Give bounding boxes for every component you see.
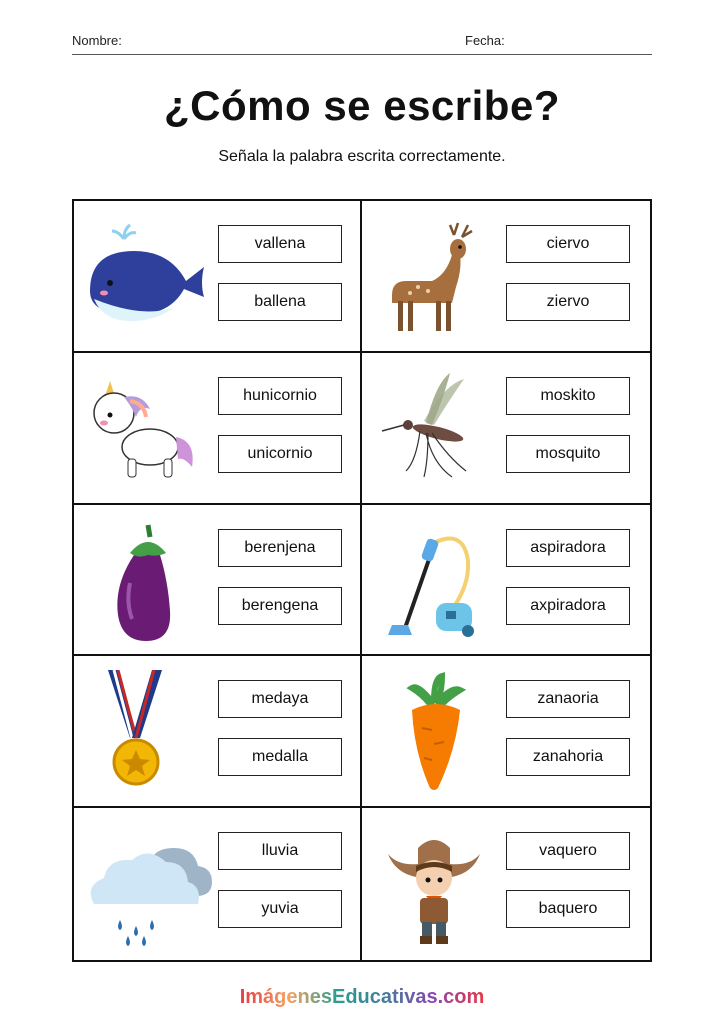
footer-brand[interactable] (0, 986, 724, 1009)
option-zanaoria[interactable]: zanaoria (506, 680, 630, 718)
option-vaquero[interactable]: vaquero (506, 832, 630, 870)
option-hunicornio[interactable]: hunicornio (218, 377, 342, 415)
option-berenjena[interactable]: berenjena (218, 529, 342, 567)
exercise-cell-carrot (362, 656, 650, 808)
name-label: Nombre: (72, 33, 122, 48)
header-divider (72, 54, 652, 55)
exercise-cell-mosquito (362, 353, 650, 505)
exercise-grid (72, 199, 652, 962)
footer-brand-text: ImágenesEducativas.com (239, 986, 485, 1008)
page-title: ¿Cómo se escribe? (164, 82, 560, 129)
option-yuvia[interactable]: yuvia (218, 890, 342, 928)
option-aspiradora[interactable]: aspiradora (506, 529, 630, 567)
option-medalla[interactable]: medalla (218, 738, 342, 776)
exercise-cell-whale (74, 201, 362, 353)
exercise-cell-deer (362, 201, 650, 353)
mosquito-icon (368, 367, 500, 491)
option-berengena[interactable]: berengena (218, 587, 342, 625)
option-unicornio[interactable]: unicornio (218, 435, 342, 473)
eggplant-icon (80, 519, 212, 643)
option-zanahoria[interactable]: zanahoria (506, 738, 630, 776)
vacuum-cleaner-icon (368, 519, 500, 643)
cowboy-icon (368, 822, 500, 946)
option-mosquito[interactable]: mosquito (506, 435, 630, 473)
exercise-cell-vacuum (362, 505, 650, 657)
option-vallena[interactable]: vallena (218, 225, 342, 263)
option-ziervo[interactable]: ziervo (506, 283, 630, 321)
rain-cloud-icon (80, 822, 212, 946)
unicorn-icon (80, 367, 212, 491)
option-axpiradora[interactable]: axpiradora (506, 587, 630, 625)
option-moskito[interactable]: moskito (506, 377, 630, 415)
exercise-cell-medal (74, 656, 362, 808)
exercise-cell-rain (74, 808, 362, 960)
carrot-icon (368, 670, 500, 794)
medal-icon (80, 670, 212, 794)
whale-icon (80, 215, 212, 339)
option-ciervo[interactable]: ciervo (506, 225, 630, 263)
exercise-cell-unicorn (74, 353, 362, 505)
exercise-cell-cowboy (362, 808, 650, 960)
deer-icon (368, 215, 500, 339)
option-ballena[interactable]: ballena (218, 283, 342, 321)
instructions: Señala la palabra escrita correctamente. (218, 148, 506, 165)
option-lluvia[interactable]: lluvia (218, 832, 342, 870)
date-label: Fecha: (465, 33, 505, 48)
option-medaya[interactable]: medaya (218, 680, 342, 718)
exercise-cell-eggplant (74, 505, 362, 657)
option-baquero[interactable]: baquero (506, 890, 630, 928)
